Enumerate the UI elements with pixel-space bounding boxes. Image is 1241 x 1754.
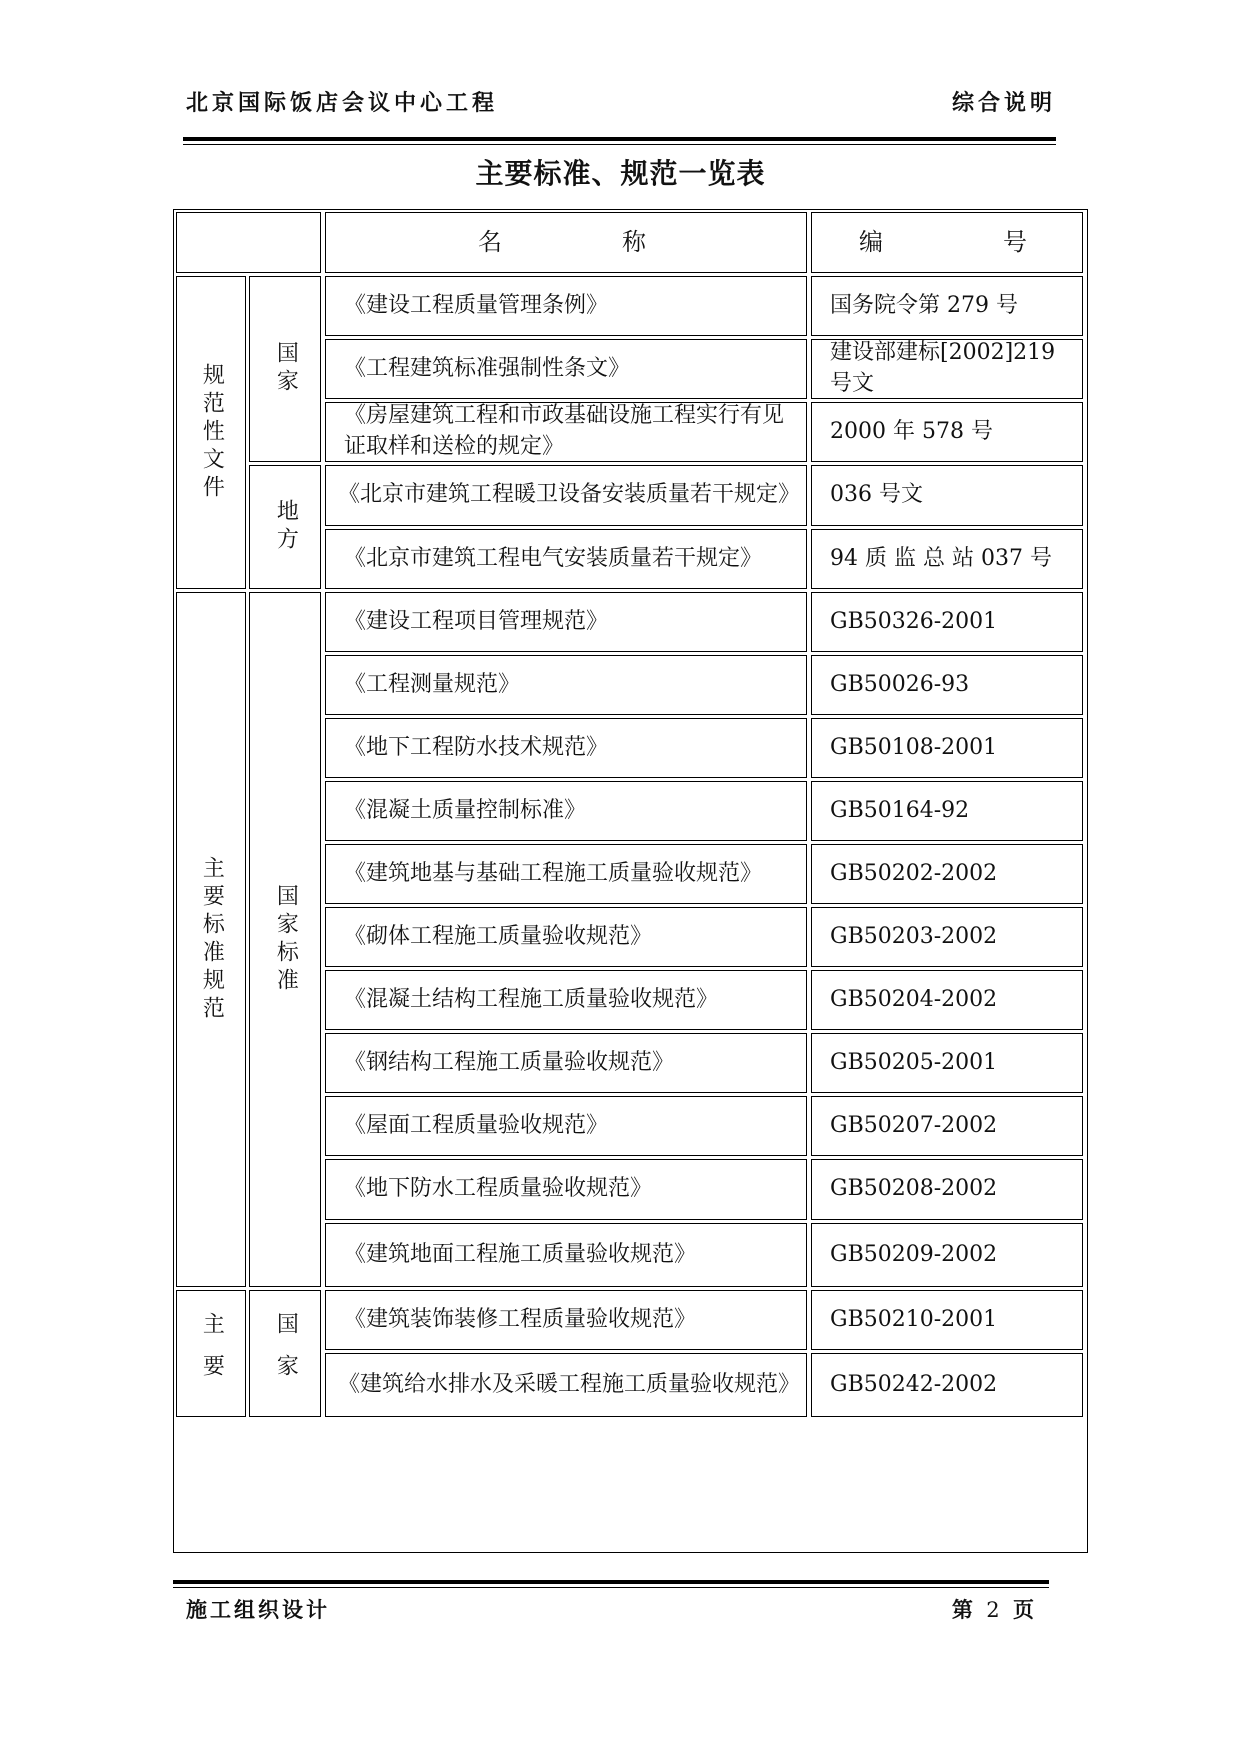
subgroup-label: 地方 xyxy=(273,499,299,555)
column-header-name: 名 称 xyxy=(325,212,807,273)
footer-rule-thick xyxy=(173,1580,1049,1584)
group-cell-main-standards xyxy=(176,592,246,1287)
table-row-name: 《建设工程质量管理条例》 xyxy=(325,276,807,336)
table-row-code: GB50202-2002 xyxy=(811,844,1083,904)
table-row-name: 《屋面工程质量验收规范》 xyxy=(325,1096,807,1156)
table-row-code: GB50108-2001 xyxy=(811,718,1083,778)
corner-cell xyxy=(176,212,321,273)
page-title: 主要标准、规范一览表 xyxy=(475,157,766,190)
subgroup-cell-local xyxy=(249,465,321,589)
table-row-name: 《建筑装饰装修工程质量验收规范》 xyxy=(325,1290,807,1350)
table-row-name: 《地下工程防水技术规范》 xyxy=(325,718,807,778)
table-row-code: GB50164-92 xyxy=(811,781,1083,841)
group-cell-normative xyxy=(176,276,246,589)
table-row-name: 《北京市建筑工程暖卫设备安装质量若干规定》 xyxy=(325,465,807,526)
header-rule-thin xyxy=(183,144,1056,145)
table-row-code: GB50242-2002 xyxy=(811,1353,1083,1417)
subgroup-cell-national-standard xyxy=(249,592,321,1287)
subgroup-label: 国家标准 xyxy=(273,883,299,996)
column-header-code: 编 号 xyxy=(811,212,1083,273)
project-title: 北京国际饭店会议中心工程 xyxy=(186,91,499,116)
subgroup-label: 国家 xyxy=(273,341,299,397)
table-row-code: GB50209-2002 xyxy=(811,1223,1083,1287)
table-row-code: 建设部建标[2002]219 号文 xyxy=(811,339,1083,399)
table-row-name: 《钢结构工程施工质量验收规范》 xyxy=(325,1033,807,1093)
page-header xyxy=(186,86,1056,116)
group-label: 主要标准规范 xyxy=(199,855,225,1024)
standards-table xyxy=(173,209,1088,1553)
table-row-code: 2000 年 578 号 xyxy=(811,402,1083,462)
group-cell-main xyxy=(176,1290,246,1417)
table-row-code: 国务院令第 279 号 xyxy=(811,276,1083,336)
table-row-name: 《建筑给水排水及采暖工程施工质量验收规范》 xyxy=(325,1353,807,1417)
subgroup-label: 国家 xyxy=(273,1311,299,1396)
table-row-name: 《地下防水工程质量验收规范》 xyxy=(325,1159,807,1220)
page-footer xyxy=(186,1594,1034,1624)
subgroup-cell-national-2 xyxy=(249,1290,321,1417)
table-row-code: GB50204-2002 xyxy=(811,970,1083,1030)
table-row-name: 《混凝土质量控制标准》 xyxy=(325,781,807,841)
group-label: 主要 xyxy=(199,1311,225,1396)
table-row-name: 《混凝土结构工程施工质量验收规范》 xyxy=(325,970,807,1030)
table-row-code: GB50326-2001 xyxy=(811,592,1083,652)
table-row-code: GB50203-2002 xyxy=(811,907,1083,967)
table-row-name: 《建设工程项目管理规范》 xyxy=(325,592,807,652)
header-rule-thick xyxy=(183,137,1056,141)
group-label: 规范性文件 xyxy=(199,362,225,503)
table-row-name: 《砌体工程施工质量验收规范》 xyxy=(325,907,807,967)
footer-rule-thin xyxy=(173,1587,1049,1588)
table-row-code: GB50026-93 xyxy=(811,655,1083,715)
page-number: 第 2 页 xyxy=(951,1598,1034,1622)
table-row-name: 《建筑地基与基础工程施工质量验收规范》 xyxy=(325,844,807,904)
table-row-code: GB50205-2001 xyxy=(811,1033,1083,1093)
table-row-name: 《北京市建筑工程电气安装质量若干规定》 xyxy=(325,529,807,589)
table-row-code: GB50210-2001 xyxy=(811,1290,1083,1350)
table-row-code: 94 质 监 总 站 037 号 xyxy=(811,529,1083,589)
subgroup-cell-national xyxy=(249,276,321,462)
table-row-name: 《工程建筑标准强制性条文》 xyxy=(325,339,807,399)
table-row-name: 《房屋建筑工程和市政基础设施工程实行有见证取样和送检的规定》 xyxy=(325,402,807,462)
table-row-name: 《工程测量规范》 xyxy=(325,655,807,715)
document-name: 施工组织设计 xyxy=(186,1598,330,1622)
section-title: 综合说明 xyxy=(951,91,1056,116)
table-row-code: GB50208-2002 xyxy=(811,1159,1083,1220)
table-row-name: 《建筑地面工程施工质量验收规范》 xyxy=(325,1223,807,1287)
table-row-code: GB50207-2002 xyxy=(811,1096,1083,1156)
table-row-code: 036 号文 xyxy=(811,465,1083,526)
